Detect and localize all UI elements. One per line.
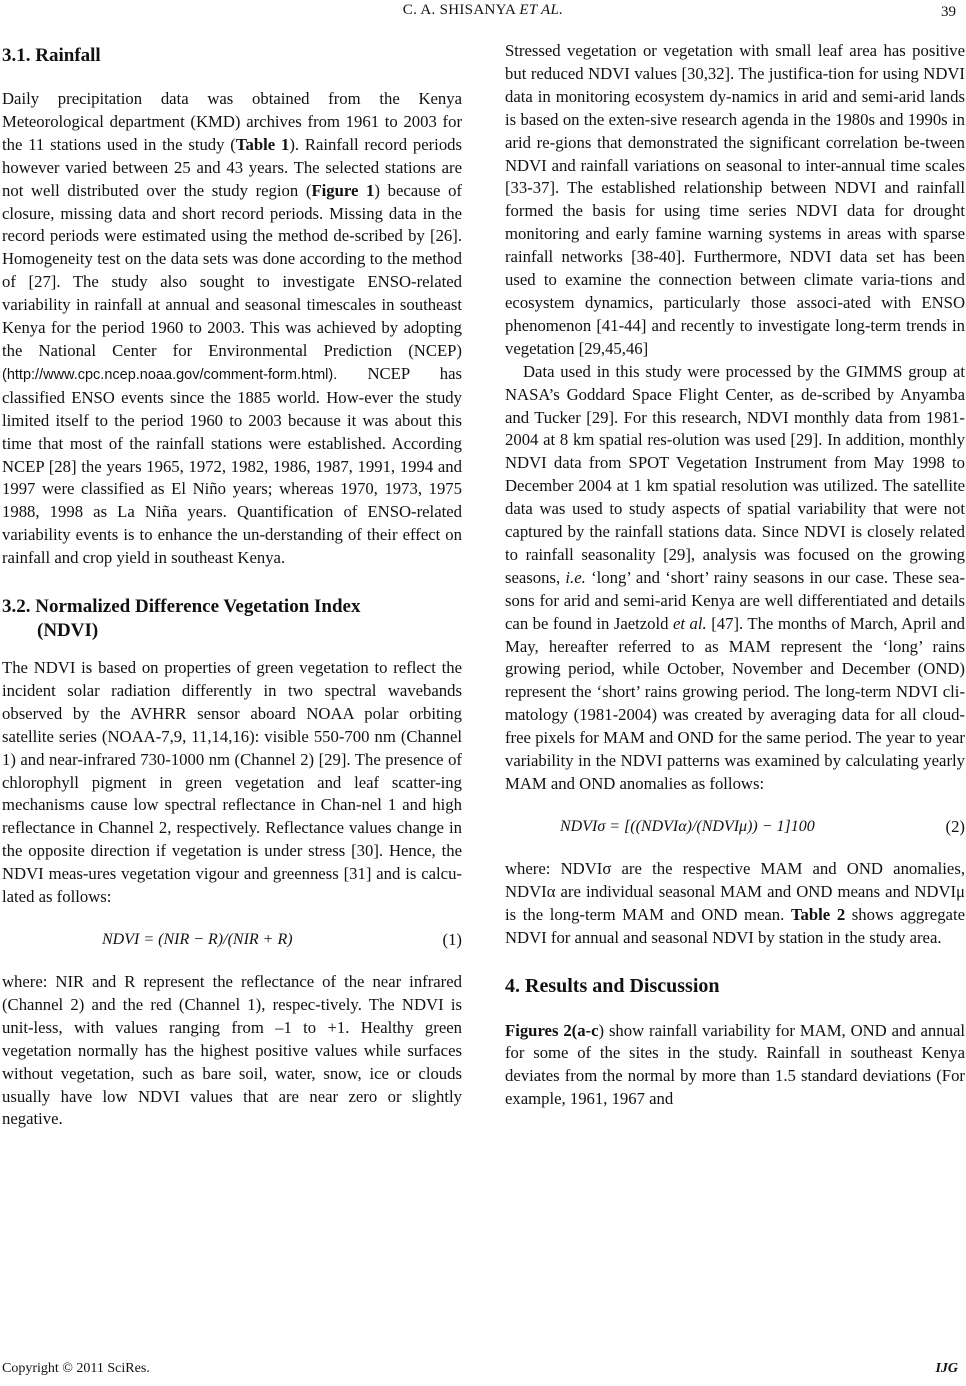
text-run: [47]. The months of March, April and May, hereafter referred to as MAM represent the ‘long’ rains growing period, while October, November and December (OND) represent the ‘short’ rains growing period. The long-term NDVI cli-matology (1981-2004) was created by averaging data for all cloud-free pixels for MAM and OND for the same period. The year to year variability in the NDVI patterns was examined by calculating yearly MAM and OND anomalies as follows: [505,613,966,793]
text-run: Daily precipitation data was obtained from the Kenya Meteorological department (KMD) archives from 1961 to 2003 for the 11 stations used in the study ( [2,89,462,154]
text-run: Data used in this study were processed by the GIMMS group at NASA’s Goddard Space Flight Center, as de-scribed by Anyamba and Tucker [29]. For this research, NDVI monthly data from 1981-2004 at 8 km spatial res-olution was used [29]. In addition, monthly NDVI data from SPOT Vegetation Instrument from May 1998 to December 2004 at 1 km spatial resolution was utilized. The satellite data was used to study aspects of spatial variability that were not captured by the rainfall stations data. Since NDVI is closely related to rainfall seasonality [29], analysis was focused on the growing seasons, [505,361,965,587]
ndvi-paragraph-2: where: NIR and R represent the reflectance of the near infrared (Channel 2) and the red (Channel 1), respec-tively. The NDVI is unit-less, with values ranging from –1 to +1. Healthy green vegetation normally has the highest positive values while surfaces without vegetation, such as bare soil, water, snow, ice or clouds usually have low NDVI values that are near zero or slightly negative. [2,972,462,1129]
text-run: where: NDVIσ are the respective MAM and OND anomalies, NDVIα are individual seasonal MAM and OND means and NDVIμ is the long-term MAM and OND mean. [505,858,965,924]
equation-2-formula: NDVIσ = [((NDVIα)/(NDVIμ)) − 1]100 [560,817,815,835]
rainfall-paragraph [2,88,462,570]
ie-italic: i.e. [565,567,586,587]
text-run: ‘long’ and ‘short’ rainy seasons in our case. These sea-sons for arid and semi-arid Kenya are well differentiated and details can be found in Jaetzold [505,567,966,633]
et-al-italic: et al. [673,613,707,633]
equation-1-number: (1) [442,930,462,949]
text-run: ) show rainfall variability for MAM, OND and annual for some of the sites in the study. Rainfall in southeast Kenya deviates from the normal by more than 1.5 standard deviations (For example, 1961, 1967 and [505,1020,966,1109]
right-column [505,40,965,1111]
ndvi-heading-line2: (NDVI) [37,620,99,642]
running-head-et-al: ET AL. [519,2,564,18]
text-run: ). Rainfall record periods however varied between 25 and 43 years. The selected stations are not well distributed over the study region ( [2,134,462,200]
text-run: shows aggregate NDVI for annual and seasonal NDVI by station in the study area. [505,904,965,947]
text-run: ) because of closure, missing data and short record periods. Missing data in the record periods were estimated using the method de-scribed by [26]. Homogeneity test on the data sets was done according to the method of [27]. The study also sought to investigate ENSO-related variability in rainfall at annual and seasonal timescales in southeast Kenya for the period 1960 to 2003. This was achieved by adopting the National Center for Environmental Prediction (NCEP) [2,180,462,360]
ndvi-paragraph-3: Stressed vegetation or vegetation with small leaf area has positive but reduced NDVI values [30,32]. The justifica-tion for using NDVI data in monitoring ecosystem dy-namics in arid and semi-arid lands is based on the exten-sive research agenda in the 1980s and 1990s in arid re-gions that demonstrated the significant correlation be-tween NDVI and rainfall variations on seasonal to inter-annual time scales [33-37]. The established relationship between NDVI and rainfall formed the basis for using time series NDVI data for drought monitoring and early famine warning systems in areas with sparse rainfall networks [38-40]. Furthermore, NDVI data set has been used to examine the connection between climate varia-tions and ecosystem dynamics, particularly those associ-ated with ENSO phenomenon [41-44] and recently to investigate long-term trends in vegetation [29,45,46] [505,41,965,358]
ndvi-paragraph-1: The NDVI is based on properties of green vegetation to reflect the incident solar radiation differently in two spectral wavebands observed by the AVHRR sensor aboard NOAA polar orbiting satellite series (NOAA-7,9, 11,14,16): visible 550-700 nm (Channel 1) and near-infrared 730-1000 nm (Channel 2) [29]. The presence of chlorophyll pigment in green vegetation and leaf scatter-ing mechanisms cause low spectral reflectance in Chan-nel 1 and high reflectance in Channel 2, respectively. Reflectance values change in the opposite direction if vegetation is under stress [30]. Hence, the NDVI meas-ures vegetation vigour and greenness [31] and is calcu-lated as follows: [2,658,462,907]
footer-copyright: Copyright © 2011 SciRes. [2,1361,150,1376]
text-run: NCEP has classified ENSO events since the 1885 world. How-ever the study limited itself to the period 1960 to 2003 because it was about this time that most of the rainfall stations were established. According NCEP [28] the years 1965, 1972, 1982, 1986, 1987, 1991, 1994 and 1997 were classified as El Niño years; whereas 1970, 1973, 1975 1988, 1998 as La Niña years. Quantification of ENSO-related variability events is to enhance the un-derstanding of their effect on rainfall and crop yield in southeast Kenya. [2,363,462,568]
section-heading-rainfall: 3.1. Rainfall [2,45,101,66]
left-column [2,36,462,1131]
results-paragraph [505,1020,965,1112]
section-heading-ndvi [2,595,462,643]
page-number: 39 [941,4,956,20]
ndvi-paragraph-4 [505,361,965,796]
equation-2-number: (2) [945,816,965,836]
ncep-url-link[interactable]: (http://www.cpc.ncep.noaa.gov/comment-form.html). [2,366,338,383]
running-head-authors: C. A. SHISANYA [402,2,516,18]
ndvi-paragraph-5 [505,858,965,950]
equation-2 [505,804,965,852]
ndvi-heading-line1: 3.2. Normalized Difference Vegetation Index [2,596,361,618]
figure-2-ref[interactable]: Figures 2(a-c [505,1020,599,1040]
figure-1-ref[interactable]: Figure 1 [311,180,375,200]
table-2-ref[interactable]: Table 2 [790,904,846,924]
table-1-ref[interactable]: Table 1 [235,134,290,154]
running-head [0,2,966,19]
equation-1 [2,917,462,965]
equation-1-formula: NDVI = (NIR − R)/(NIR + R) [102,931,293,948]
section-heading-results: 4. Results and Discussion [505,974,720,997]
footer-journal: IJG [935,1361,958,1376]
